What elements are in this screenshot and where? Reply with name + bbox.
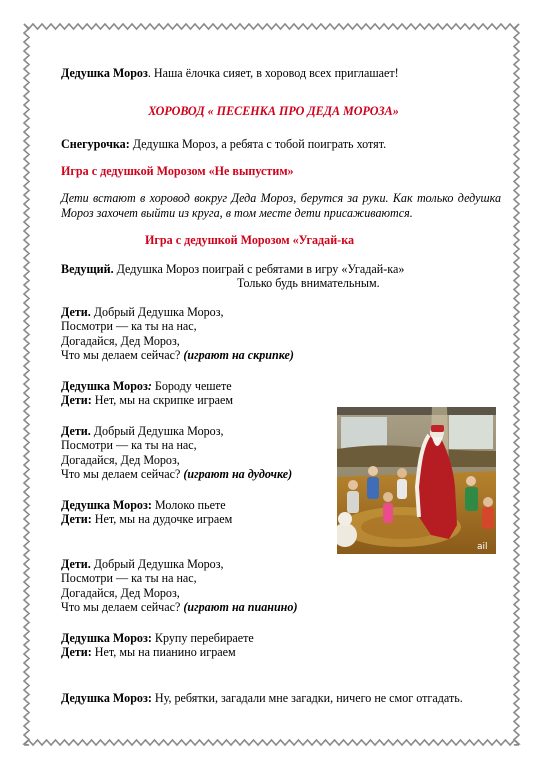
verse-line: Посмотри — ка ты на нас,: [61, 319, 197, 333]
verse-line: Догадайся, Дед Мороз,: [61, 585, 180, 600]
dialogue-1: [61, 379, 501, 408]
speech-text: . Наша ёлочка сияет, в хоровод всех приглашает!: [147, 66, 399, 80]
speaker-deti: Дети:: [61, 645, 92, 659]
stage-direction: (играют на пианино): [183, 600, 298, 614]
speaker-ded-moroz: Дедушка Мороз: [61, 66, 148, 80]
verse-line: Что мы делаем сейчас?: [61, 600, 184, 614]
speech-text: Бороду чешете: [151, 378, 232, 393]
speaker-ded-moroz: Дедушка Мороз:: [61, 690, 152, 705]
verse-line: Добрый Дедушка Мороз,: [90, 423, 224, 438]
paragraph-vedushchii: [61, 262, 501, 291]
speech-text: Ну, ребятки, загадали мне загадки, ничего не смог отгадать.: [151, 690, 463, 705]
speech-text: Дедушка Мороз, а ребята с тобой поиграть хотят.: [129, 137, 387, 151]
section-title-khorovod: ХОРОВОД « ПЕСЕНКА ПРО ДЕДА МОРОЗА»: [148, 103, 399, 118]
speech-text: Дедушка Мороз поиграй с ребятами в игру «Угадай-ка»: [113, 261, 405, 276]
speaker-deti: Дети.: [61, 556, 91, 571]
speech-text: Молоко пьете: [151, 497, 226, 512]
verse-line: Что мы делаем сейчас?: [61, 467, 184, 481]
border-right-zigzag: [514, 24, 519, 745]
border-left-zigzag: [24, 24, 29, 745]
photo-ded-moroz-with-children: [337, 407, 496, 554]
colon: :: [147, 378, 152, 393]
speech-text: Крупу перебираете: [151, 630, 254, 645]
speech-text: Только будь внимательным.: [237, 276, 380, 290]
stage-direction: (играют на скрипке): [183, 348, 294, 362]
document-body: [61, 56, 501, 705]
game-title-ne-vypustim: Игра с дедушкой Морозом «Не выпустим»: [61, 163, 294, 178]
verse-line: Посмотри — ка ты на нас,: [61, 438, 197, 452]
speaker-ded-moroz: Дедушка Мороз:: [61, 497, 152, 512]
paragraph-snegurochka: [61, 137, 501, 152]
verse-line: Добрый Дедушка Мороз,: [90, 304, 224, 319]
speaker-snegurochka: Снегурочка:: [61, 137, 130, 151]
verse-line: Добрый Дедушка Мороз,: [90, 556, 224, 571]
paragraph-ded-moroz-invites: [61, 66, 501, 81]
speech-text: Нет, мы на пианино играем: [91, 645, 236, 659]
verse-line: Догадайся, Дед Мороз,: [61, 452, 180, 467]
game-title-ugadai-ka: Игра с дедушкой Морозом «Угадай-ка: [145, 233, 355, 247]
border-bottom-zigzag: [24, 740, 519, 745]
paragraph-final: [61, 691, 501, 706]
stage-direction: (играют на дудочке): [183, 467, 293, 481]
speaker-ded-moroz: Дедушка Мороз:: [61, 630, 152, 645]
speaker-vedushchii: Ведущий.: [61, 261, 114, 276]
border-top-zigzag: [24, 24, 519, 29]
game-instructions: Дети встают в хоровод вокруг Деда Мороз, берутся за руки. Как только дедушка Мороз захочет выйти из круга, в том месте дети присаживаются.: [61, 191, 501, 220]
verse-line: Догадайся, Дед Мороз,: [61, 333, 180, 348]
speaker-ded-moroz: Дедушка Мороз: [61, 378, 148, 393]
verse-line: Посмотри — ка ты на нас,: [61, 571, 197, 585]
speaker-deti: Дети:: [61, 512, 92, 526]
verse-line: Что мы делаем сейчас?: [61, 348, 184, 362]
speaker-deti: Дети.: [61, 304, 91, 319]
speaker-deti: Дети.: [61, 423, 91, 438]
dialogue-3: [61, 631, 501, 660]
speech-text: Нет, мы на дудочке играем: [91, 512, 233, 526]
speaker-deti: Дети:: [61, 393, 92, 407]
verse-3: [61, 557, 501, 615]
photo-watermark: ail: [477, 542, 488, 552]
speech-text: Нет, мы на скрипке играем: [91, 393, 234, 407]
verse-1: [61, 305, 501, 363]
